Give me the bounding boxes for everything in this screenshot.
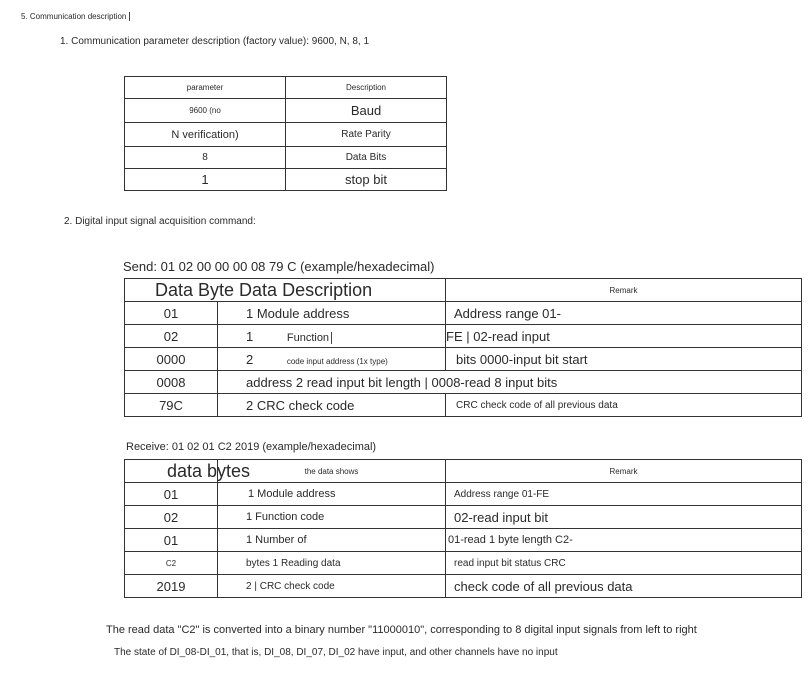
send-cell-desc-merged: address 2 read input bit length | 0008-read 8 input bits	[218, 371, 802, 394]
param-cell: Rate Parity	[286, 123, 447, 147]
receive-cell-remark: 01-read 1 byte length C2-	[446, 529, 802, 552]
send-header-remark: Remark	[446, 279, 802, 302]
send-cell-desc: 1 Module address	[218, 302, 446, 325]
send-cell-data: 01	[125, 302, 218, 325]
receive-header-remark: Remark	[446, 460, 802, 483]
param-cell: Data Bits	[286, 147, 447, 169]
table-row	[125, 529, 802, 552]
receive-cell-desc: 1 Function code	[218, 506, 446, 529]
table-row	[125, 302, 802, 325]
receive-table	[124, 459, 802, 598]
receive-caption: Receive: 01 02 01 C2 2019 (example/hexadecimal)	[126, 441, 377, 453]
param-cell: Baud	[286, 99, 447, 123]
send-cell-data: 0008	[125, 371, 218, 394]
table-row	[125, 483, 802, 506]
send-cell-data: 02	[125, 325, 218, 348]
send-cell-data: 0000	[125, 348, 218, 371]
param-cell: 9600 (no	[125, 99, 286, 123]
receive-cell-remark: Address range 01-FE	[446, 483, 802, 506]
receive-cell-desc: 2 | CRC check code	[218, 575, 446, 598]
table-row	[125, 348, 802, 371]
receive-cell-desc: 1 Module address	[218, 483, 446, 506]
table-row	[125, 575, 802, 598]
send-cell-desc-function: Function	[287, 332, 332, 344]
receive-cell-data: C2	[125, 552, 218, 575]
table-row	[125, 506, 802, 529]
digital-heading: 2. Digital input signal acquisition command:	[64, 216, 256, 227]
param-table-header	[125, 77, 447, 99]
param-cell: 8	[125, 147, 286, 169]
receive-header-shows: the data shows	[218, 460, 446, 483]
param-heading: 1. Communication parameter description (factory value): 9600, N, 8, 1	[60, 36, 370, 47]
table-row	[125, 371, 802, 394]
send-header-description: Data Byte Data Description	[125, 279, 446, 302]
param-table	[124, 76, 447, 191]
param-cell: 1	[125, 169, 286, 191]
param-header-description: Description	[286, 77, 447, 99]
receive-cell-data: 02	[125, 506, 218, 529]
receive-header-bytes: data bytes	[125, 460, 218, 483]
receive-cell-remark: 02-read input bit	[446, 506, 802, 529]
param-cell: stop bit	[286, 169, 447, 191]
send-cell-desc	[218, 348, 446, 371]
receive-table-header	[125, 460, 802, 483]
send-cell-remark: CRC check code of all previous data	[446, 394, 802, 417]
send-cell-remark: FE | 02-read input	[446, 325, 802, 348]
table-row	[125, 147, 447, 169]
table-row	[125, 99, 447, 123]
note-line-2: The state of DI_08-DI_01, that is, DI_08, DI_07, DI_02 have input, and other channels have no input	[114, 647, 558, 658]
table-row	[125, 552, 802, 575]
receive-cell-data: 01	[125, 483, 218, 506]
send-cell-remark: Address range 01-	[446, 302, 802, 325]
param-header-parameter: parameter	[125, 77, 286, 99]
send-table-header	[125, 279, 802, 302]
send-cell-desc-count: 1	[246, 328, 254, 344]
receive-cell-desc: 1 Number of	[218, 529, 446, 552]
receive-cell-data: 2019	[125, 575, 218, 598]
receive-cell-desc: bytes 1 Reading data	[218, 552, 446, 575]
send-cell-remark: bits 0000-input bit start	[446, 348, 802, 371]
receive-cell-remark: check code of all previous data	[446, 575, 802, 598]
send-cell-data: 79C	[125, 394, 218, 417]
send-cell-desc-address: code input address (1x type)	[286, 356, 388, 366]
send-table	[124, 278, 802, 417]
send-cell-desc: 2 CRC check code	[218, 394, 446, 417]
send-cell-desc	[218, 325, 446, 348]
section-title: 5. Communication description	[21, 12, 130, 21]
param-cell: N verification)	[125, 123, 286, 147]
table-row	[125, 169, 447, 191]
table-row	[125, 123, 447, 147]
table-row	[125, 325, 802, 348]
table-row	[125, 394, 802, 417]
note-line-1: The read data "C2" is converted into a binary number "11000010", corresponding to 8 digital input signals from left to right	[106, 624, 697, 636]
send-caption: Send: 01 02 00 00 00 08 79 C (example/hexadecimal)	[123, 259, 435, 274]
send-cell-desc-count: 2	[246, 351, 254, 367]
receive-cell-data: 01	[125, 529, 218, 552]
receive-cell-remark: read input bit status CRC	[446, 552, 802, 575]
